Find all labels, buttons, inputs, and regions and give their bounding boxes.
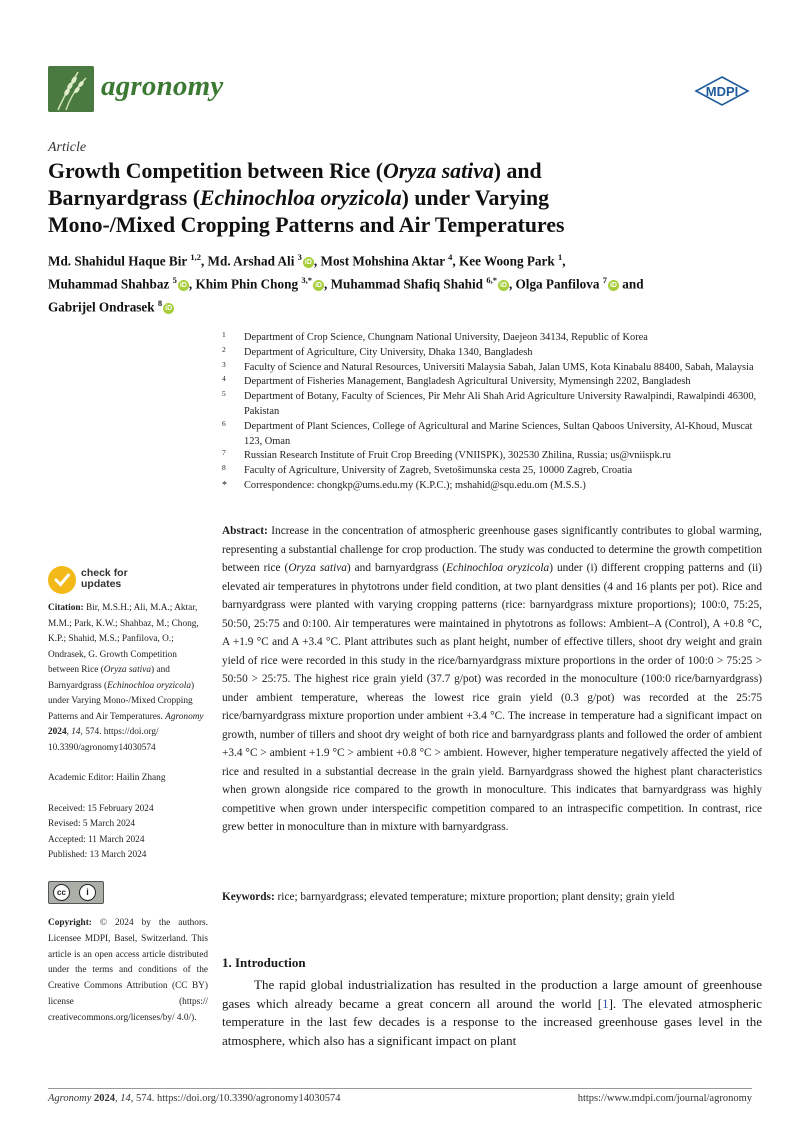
affiliation-text: Department of Agriculture, City University, Dhaka 1340, Bangladesh: [244, 346, 533, 358]
author-affiliation-sup: 3,*: [301, 274, 312, 285]
revised-date: Revised: 5 March 2024: [48, 819, 136, 829]
affiliation-text: Department of Crop Science, Chungnam National University, Daejeon 34134, Republic of Korea: [244, 332, 648, 343]
received-date: Received: 15 February 2024: [48, 803, 154, 814]
author-name: Muhammad Shafiq Shahid: [330, 276, 484, 292]
copyright-notice: Copyright: © 2024 by the authors. Licensee MDPI, Basel, Switzerland. This article is an open access article distributed under the terms and conditions of the Creative Commons Attribution (CC BY) license (https:// creativecommons.org/licenses/by/ 4.0/).: [48, 918, 208, 1023]
academic-editor: Academic Editor: Hailin Zhang: [48, 773, 166, 783]
affiliation-text: Faculty of Agriculture, University of Zagreb, Svetošimunska cesta 25, 10000 Zagreb, Croatia: [244, 465, 633, 477]
reference-link[interactable]: 1: [602, 995, 609, 1011]
affiliation-item: [222, 479, 762, 494]
author-name: Most Mohshina Aktar: [320, 253, 445, 269]
orcid-icon[interactable]: iD: [179, 282, 187, 290]
affiliation-item: [222, 420, 762, 450]
mdpi-logo: [694, 76, 750, 111]
author-affiliation-sup: 5: [172, 274, 177, 285]
affiliation-item: [222, 464, 762, 479]
affiliation-text: Department of Fisheries Management, Bangladesh Agricultural University, Mymensingh 2202, Bangladesh: [244, 376, 691, 388]
affiliation-number: 1: [222, 330, 226, 339]
author-name: Olga Panfilova: [515, 276, 600, 292]
attribution-icon: i: [79, 884, 96, 901]
affiliation-text: Department of Botany, Faculty of Sciences, Pir Mehr Ali Shah Arid Agriculture University Rawalpindi, Rawalpindi 46300, Pakistan: [244, 391, 757, 417]
accepted-date: Accepted: 11 March 2024: [48, 834, 145, 845]
author-separator: ,: [508, 276, 516, 292]
affiliation-item: [222, 361, 762, 376]
orcid-icon[interactable]: iD: [304, 259, 312, 267]
check-for-updates-button[interactable]: [48, 566, 168, 596]
title-text: Barnyardgrass (: [48, 186, 200, 210]
check-updates-label: check for updates: [81, 567, 128, 590]
crossmark-icon: [48, 566, 76, 594]
footer-citation: Agronomy 2024, 14, 574. https://doi.org/10.3390/agronomy14030574: [48, 1093, 341, 1104]
affiliation-list: [222, 331, 762, 494]
footer-journal-url[interactable]: https://www.mdpi.com/journal/agronomy: [577, 1093, 752, 1104]
affiliation-text: Russian Research Institute of Fruit Crop Breeding (VNIISPK), 302530 Zhilina, Russia; us@vniispk.ru: [244, 450, 671, 462]
author-separator: ,: [188, 276, 196, 292]
affiliation-item: [222, 375, 762, 390]
author-separator: ,: [313, 253, 321, 269]
introduction-paragraph: The rapid global industrialization has resulted in the production a large amount of greenhouse gases which already became a great concern all around the world [1]. The elevated atmospheric temperature in the last few decades is a response to the increased greenhouse gases level in the atmosphere, which also has a significant impact on plant: [222, 977, 762, 1048]
affiliation-item: [222, 449, 762, 464]
published-date: Published: 13 March 2024: [48, 850, 147, 860]
author-affiliation-sup: 7: [602, 274, 607, 285]
title-species: Echinochloa oryzicola: [199, 186, 402, 210]
author-list: [48, 248, 760, 317]
cc-icon: cc: [53, 884, 70, 901]
journal-name: agronomy: [101, 70, 224, 102]
author-separator: ,: [562, 253, 566, 269]
affiliation-number: 7: [222, 448, 226, 458]
title-species: Oryza sativa: [382, 159, 494, 183]
author-separator: ,: [323, 276, 331, 292]
affiliation-number: 6: [222, 418, 226, 428]
author-affiliation-sup: 6,*: [486, 274, 497, 285]
affiliation-text: Faculty of Science and Natural Resources, Universiti Malaysia Sabah, Jalan UMS, Kota Kinabalu 88400, Sabah, Malaysia: [244, 361, 754, 373]
author-affiliation-sup: 3: [297, 252, 302, 262]
affiliation-item: [222, 390, 762, 420]
orcid-icon[interactable]: iD: [609, 282, 617, 290]
affiliation-number: *: [222, 479, 227, 491]
author-affiliation-sup: 1,2: [190, 252, 201, 262]
author-affiliation-sup: 8: [157, 297, 163, 308]
author-affiliation-sup: 1: [558, 252, 563, 262]
affiliation-number: 8: [222, 463, 226, 473]
affiliation-text: Department of Plant Sciences, College of Agricultural and Marine Sciences, Sultan Qaboos University, Al-Khoud, Muscat 123, Oman: [244, 420, 753, 447]
citation-doi-link[interactable]: , 574. https://doi.org/ 10.3390/agronomy14030574: [48, 727, 159, 753]
affiliation-number: 5: [222, 389, 226, 399]
author-name: Md. Shahidul Haque Bir: [48, 253, 188, 269]
author-name: Khim Phin Chong: [195, 276, 299, 292]
citation-block: Citation: Bir, M.S.H.; Ali, M.A.; Aktar, M.M.; Park, K.W.; Shahbaz, M.; Chong, K.P.; Shahid, M.S.; Panfilova, O.; Ondrasek, G. Growth Competition between Rice (Oryza sativa) and Barnyardgrass (Echinochloa oryzicola) under Varying Mono-/Mixed Cropping Patterns and Air Temperatures. Agronomy 2024, 14, 574. https://doi.org/ 10.3390/agronomy14030574: [48, 603, 204, 753]
keywords: Keywords: rice; barnyardgrass; elevated temperature; mixture proportion; plant density; grain yield: [222, 891, 675, 903]
article-sidebar: [48, 601, 208, 864]
affiliation-number: 4: [222, 374, 226, 384]
article-type: Article: [48, 140, 87, 155]
orcid-icon[interactable]: iD: [165, 305, 173, 313]
affiliation-number: 3: [222, 359, 226, 369]
title-text: ) and: [493, 159, 542, 183]
footer-doi-link[interactable]: , 574. https://doi.org/10.3390/agronomy14030574: [130, 1093, 341, 1104]
affiliation-item: [222, 346, 762, 361]
affiliation-item: [222, 331, 762, 346]
affiliation-number: 2: [222, 344, 226, 354]
author-name: Md. Arshad Ali: [207, 253, 295, 269]
author-name: Muhammad Shahbaz: [48, 276, 170, 292]
title-text: Mono-/Mixed Cropping Patterns and Air Temperatures: [48, 213, 565, 237]
footer-divider: [48, 1088, 752, 1089]
orcid-icon[interactable]: iD: [499, 282, 507, 290]
mdpi-logo-text: MDPI: [705, 84, 739, 99]
article-title: [48, 158, 748, 239]
author-name: Gabrijel Ondrasek: [48, 299, 155, 315]
title-text: Growth Competition between Rice (: [48, 159, 383, 183]
author-affiliation-sup: 4: [448, 252, 453, 262]
section-heading: 1. Introduction: [222, 955, 306, 970]
affiliation-text: Correspondence: chongkp@ums.edu.my (K.P.C.); mshahid@squ.edu.om (M.S.S.): [244, 479, 586, 491]
abstract: Abstract: Increase in the concentration of atmospheric greenhouse gases significantly contributes to global warming, representing a substantial challenge for crop production. The study was conducted to determine the growth competition between rice (Oryza sativa) and barnyardgrass (Echinochloa oryzicola) under (i) different cropping patterns and (ii) elevated air temperatures in phytotrons under field condition, at two plant densities (4 and 16 plants per pot). Rice and barnyardgrass were planted with varying cropping patterns (rice: barnyardgrass mixture proportions); 100:0, 75:25, 50:50, 25:75 and 0:100. Air temperatures were maintained in phytotrons as follows: Ambient–A (Control), A +0.8 °C, A +1.9 °C and A +3.4 °C. Plant attributes such as plant height, number of effective tillers, shoot dry weight and grain yield of rice were recorded in this study in the rice/barnyardgrass mixture proportions in the order of 100:0 > 75:25 > 50:50 > 25:75. The highest rice grain yield (37.7 g/pot) was recorded in the monoculture (100:0 rice/barnyardgrass) under ambient temperature, whereas the lowest rice grain yield (0.3 g/pot) was recorded at the 25:75 rice/barnyardgrass mixture proportion under ambient +3.4 °C. The increase in temperature had a significant impact on growth, number of tillers and shoot dry weight of both rice and barnyardgrass plants and followed the order of ambient +3.4 °C > ambient +1.9 °C > ambient +0.8 °C > ambient. However, higher temperature negatively affected the yield of rice and resulted in a substantial decrease in the grain yield. Barnyardgrass showed the highest plant characteristics when grown alongside rice compared to the growth in monoculture. This indicates that barnyardgrass was highly competitive when grown under interspecific competition compared to an intraspecific competition. In contrast, rice grew better in monoculture than in mixture with barnyardgrass.: [222, 525, 762, 833]
cc-license-badge[interactable]: [48, 881, 104, 904]
orcid-icon[interactable]: iD: [314, 282, 322, 290]
author-separator: ,: [452, 253, 459, 269]
author-separator: and: [618, 276, 644, 292]
journal-logo-icon: [48, 66, 94, 112]
author-name: Kee Woong Park: [458, 253, 555, 269]
title-text: ) under Varying: [401, 186, 549, 210]
author-separator: ,: [200, 253, 208, 269]
